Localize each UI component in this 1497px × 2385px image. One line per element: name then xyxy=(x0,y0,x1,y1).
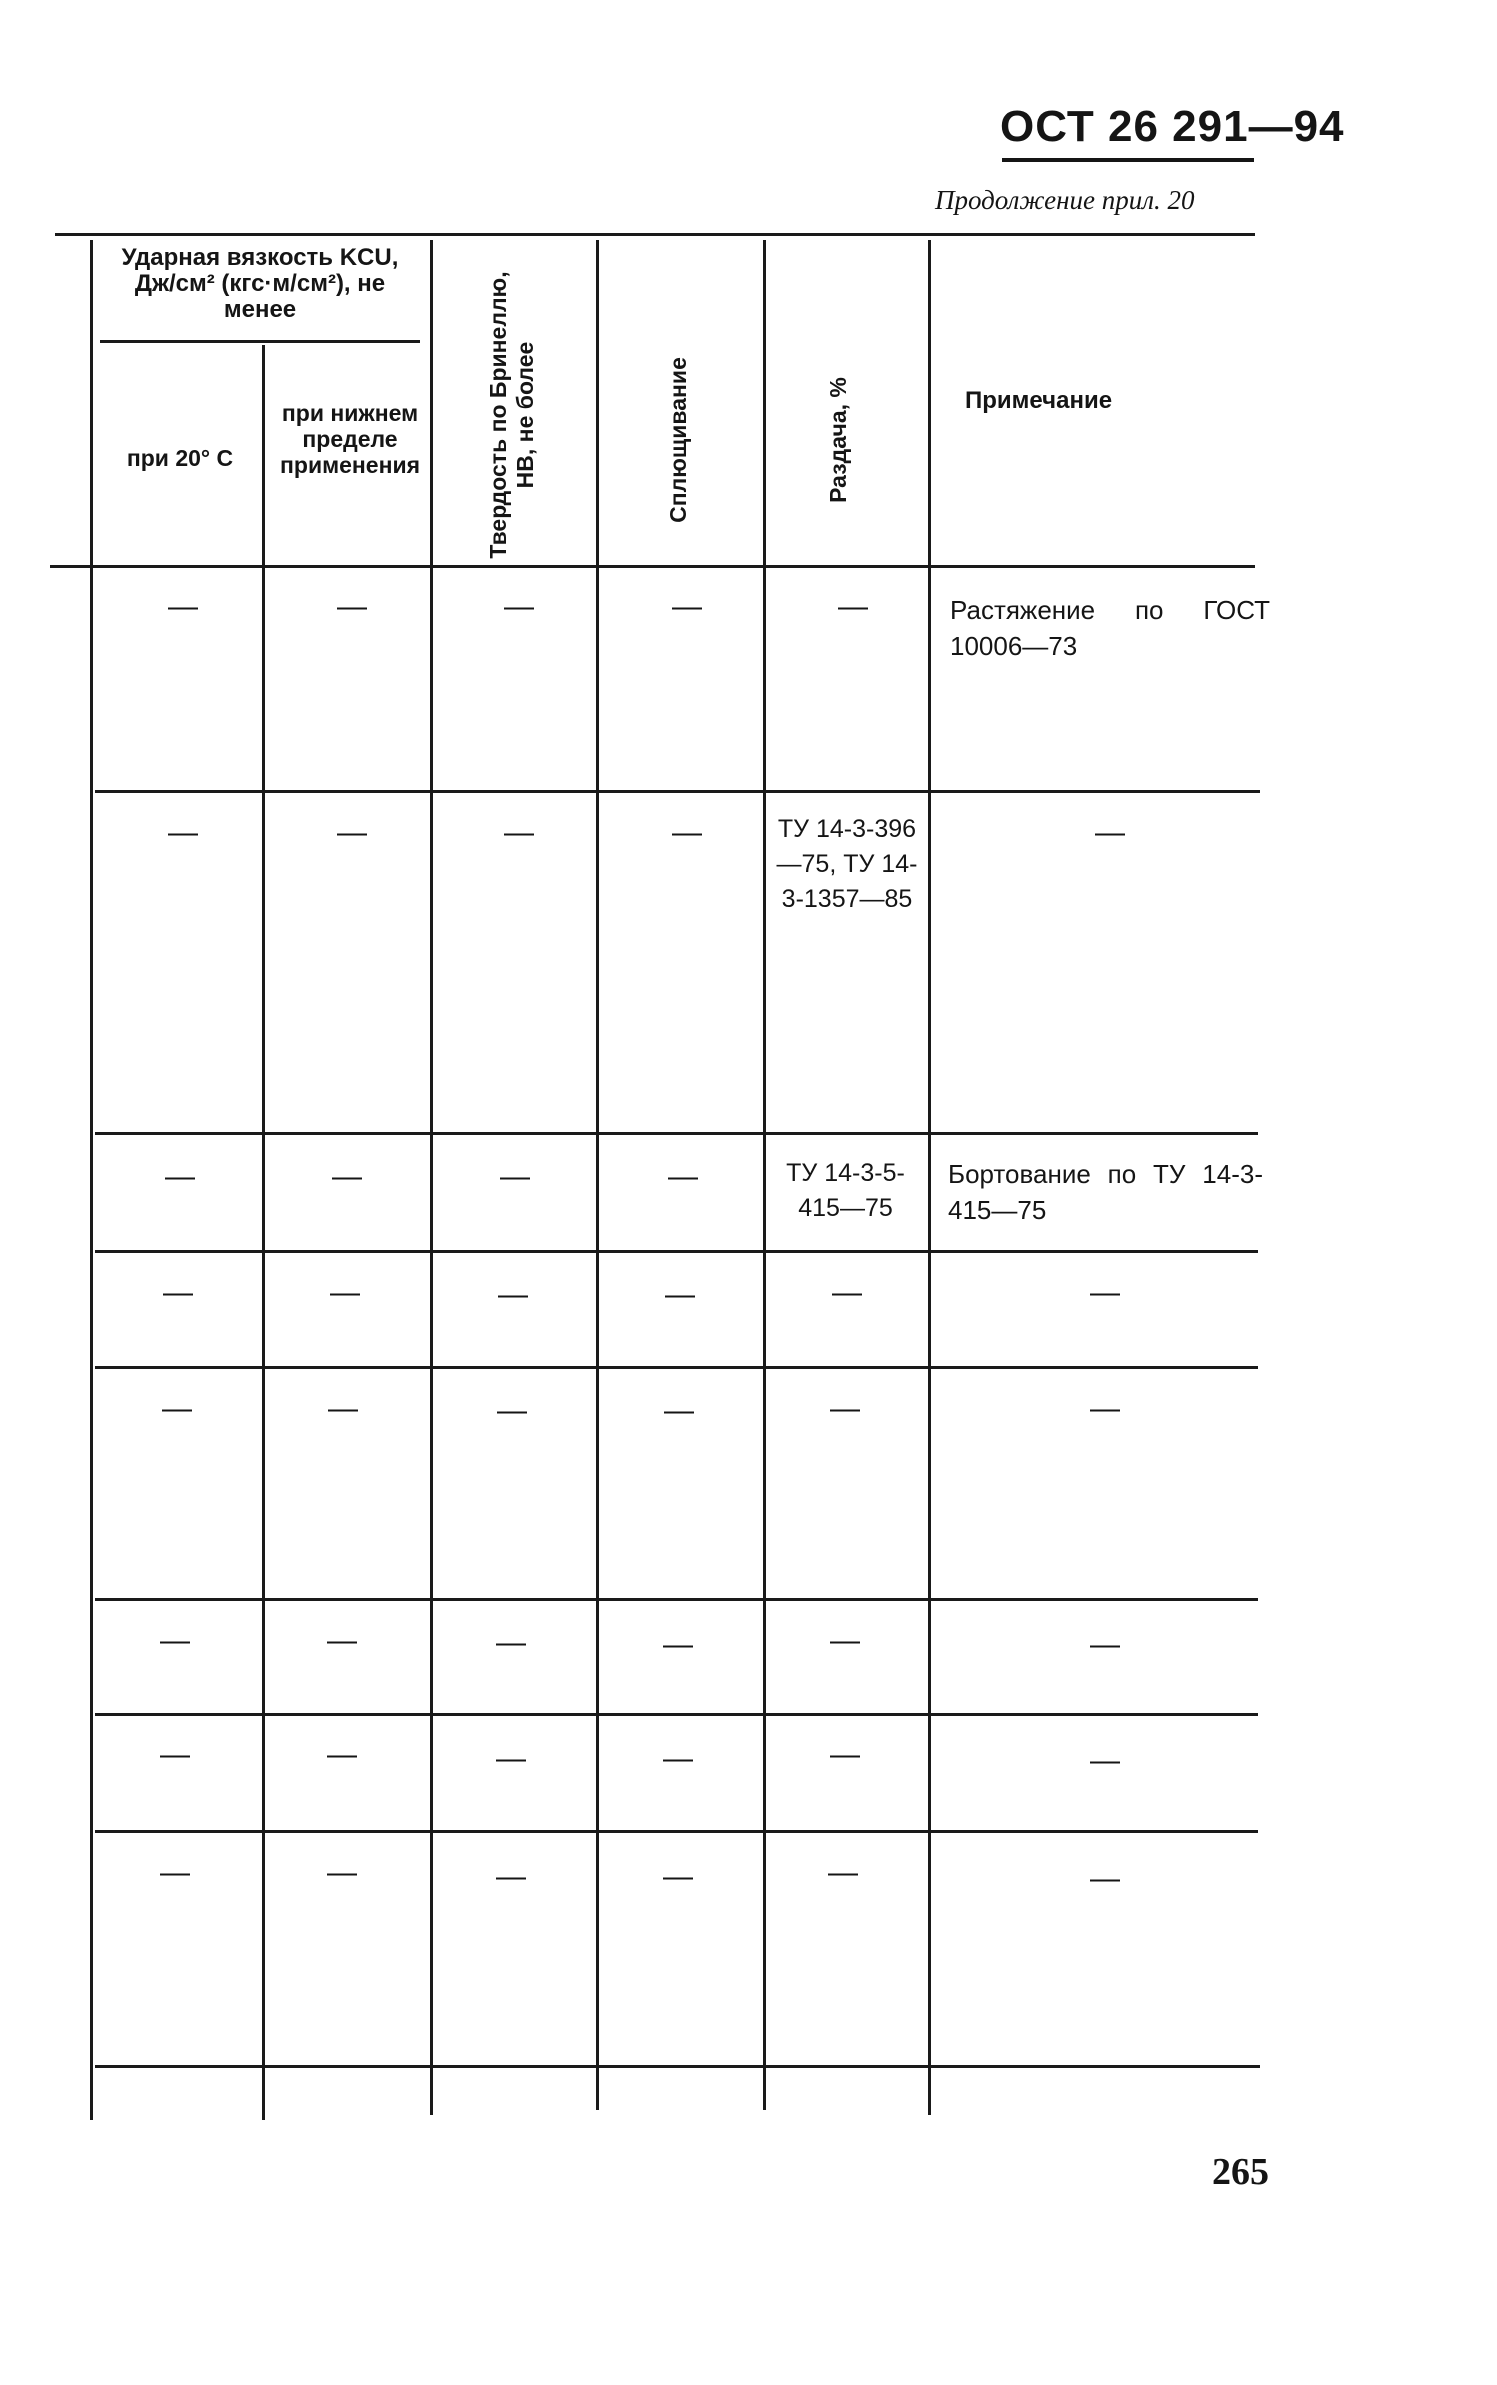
cell-flattening: — xyxy=(663,1628,693,1661)
cell-expansion: — xyxy=(832,1276,862,1309)
page-number: 265 xyxy=(1212,2151,1269,2193)
cell-clow: — xyxy=(327,1624,357,1657)
cell-clow: — xyxy=(330,1276,360,1309)
cell-hardness: — xyxy=(496,1860,526,1893)
cell-note: — xyxy=(1090,1628,1120,1661)
column-rule xyxy=(430,240,433,2115)
cell-note: Растяжение по ГОСТ 10006—73 xyxy=(950,595,1270,661)
continuation-note: Продолжение прил. 20 xyxy=(935,185,1195,215)
cell-note: — xyxy=(1095,816,1125,849)
cell-hardness: — xyxy=(496,1742,526,1775)
header-impact-strength: Ударная вязкость KCU, Дж/см² (кгс·м/см²), не менее xyxy=(121,244,399,323)
column-rule xyxy=(596,240,599,2110)
header-flattening-text: Сплющивание xyxy=(665,357,691,523)
cell-hardness: — xyxy=(496,1626,526,1659)
header-expansion xyxy=(825,340,855,540)
cell-c20: — xyxy=(160,1624,190,1657)
row-separator xyxy=(95,1830,1258,1833)
header-note: Примечание xyxy=(965,387,1113,414)
cell-expansion: ТУ 14-3-396—75, ТУ 14-3-1357—85 xyxy=(776,815,918,913)
table-bottom-rule xyxy=(95,2065,1260,2068)
cell-clow: — xyxy=(332,1160,362,1193)
cell-flattening: — xyxy=(663,1860,693,1893)
row-separator xyxy=(95,1713,1258,1716)
cell-note: — xyxy=(1090,1744,1120,1777)
cell-flattening: — xyxy=(668,1160,698,1193)
cell-clow: — xyxy=(327,1856,357,1889)
cell-flattening: — xyxy=(663,1742,693,1775)
cell-c20: — xyxy=(163,1276,193,1309)
column-rule xyxy=(90,240,93,2120)
cell-note: — xyxy=(1090,1862,1120,1895)
cell-expansion: — xyxy=(828,1856,858,1889)
cell-expansion: — xyxy=(838,590,868,623)
header-flattening xyxy=(665,320,695,560)
column-rule xyxy=(763,240,766,2110)
header-hardness xyxy=(485,260,545,570)
cell-flattening: — xyxy=(665,1278,695,1311)
row-separator xyxy=(95,790,1260,793)
cell-hardness: — xyxy=(504,590,534,623)
header-expansion-text: Раздача, % xyxy=(825,377,851,503)
cell-hardness: — xyxy=(504,816,534,849)
cell-clow: — xyxy=(337,816,367,849)
cell-flattening: — xyxy=(672,816,702,849)
cell-c20: — xyxy=(168,816,198,849)
header-bottom-rule xyxy=(50,565,1255,568)
cell-c20: — xyxy=(165,1160,195,1193)
cell-clow: — xyxy=(337,590,367,623)
cell-clow: — xyxy=(328,1392,358,1425)
row-separator xyxy=(95,1132,1258,1135)
header-at-lower-limit: при нижнем пределе применения xyxy=(280,400,421,478)
row-separator xyxy=(95,1598,1258,1601)
cell-note: Бортование по ТУ 14-3-415—75 xyxy=(948,1159,1263,1225)
cell-c20: — xyxy=(160,1856,190,1889)
cell-note: — xyxy=(1090,1276,1120,1309)
column-rule xyxy=(262,345,265,2120)
cell-expansion: — xyxy=(830,1738,860,1771)
row-separator xyxy=(95,1250,1258,1253)
cell-c20: — xyxy=(162,1392,192,1425)
cell-c20: — xyxy=(168,590,198,623)
cell-expansion: — xyxy=(830,1392,860,1425)
cell-note: — xyxy=(1090,1392,1120,1425)
cell-hardness: — xyxy=(498,1278,528,1311)
table-top-rule xyxy=(55,233,1255,236)
header-hardness-text: Твердость по Бринеллю, НВ, не более xyxy=(485,271,538,559)
cell-clow: — xyxy=(327,1738,357,1771)
cell-flattening: — xyxy=(672,590,702,623)
row-separator xyxy=(95,1366,1258,1369)
column-rule xyxy=(928,240,931,2115)
cell-expansion: ТУ 14-3-5-415—75 xyxy=(786,1159,905,1222)
cell-expansion: — xyxy=(830,1624,860,1657)
cell-c20: — xyxy=(160,1738,190,1771)
document-number: ОСТ 26 291—94 xyxy=(1000,102,1345,151)
header-at-20c: при 20° С xyxy=(126,445,234,471)
cell-hardness: — xyxy=(497,1394,527,1427)
impact-group-rule xyxy=(100,340,420,343)
document-number-underline xyxy=(1002,158,1254,162)
cell-flattening: — xyxy=(664,1394,694,1427)
cell-hardness: — xyxy=(500,1160,530,1193)
